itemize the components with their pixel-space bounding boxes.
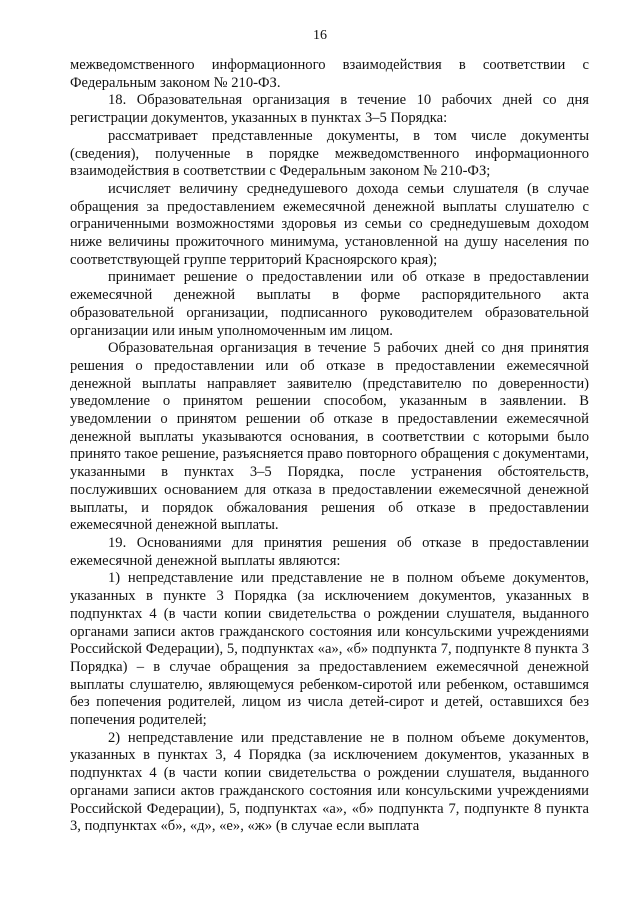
paragraph-continuation: межведомственного информационного взаимодействия в соответствии с Федеральным законом № 210-ФЗ.: [70, 57, 589, 91]
paragraph-ground-1: 1) непредставление или представление не в полном объеме документов, указанных в пункте 3 Порядка (за исключением документов, указанных в подпунктах 4 (в части копии свидетельства о рождении слушателя, выданного органами записи актов гражданского состояния или консульскими учреждениями Российской Федерации), 5, подпунктах «а», «б» подпункта 7, подпункте 8 пункта 3 Порядка) – в случае обращения за предоставлением ежемесячной денежной выплаты слушателю, являющемуся ребенком-сиротой или ребенком, оставшимся без попечения родителей, лицом из числа детей-сирот и детей, оставшихся без попечения родителей;: [70, 570, 589, 729]
paragraph-item-19: 19. Основаниями для принятия решения об отказе в предоставлении ежемесячной денежной выплаты являются:: [70, 534, 589, 569]
page-number: 16: [313, 28, 327, 43]
paragraph-item-18: 18. Образовательная организация в течение 10 рабочих дней со дня регистрации документов, указанных в пунктах 3–5 Порядка:: [70, 92, 589, 127]
paragraph-review-documents: рассматривает представленные документы, в том числе документы (сведения), полученные в порядке межведомственного информационного взаимодействия в соответствии с Федеральным законом № 210-ФЗ;: [70, 127, 589, 180]
paragraph-decision: принимает решение о предоставлении или об отказе в предоставлении ежемесячной денежной выплаты в форме распорядительного акта образовательной организации, подписанного руководителем образовательной организации или иным уполномоченным им лицом.: [70, 269, 589, 339]
paragraph-notification: Образовательная организация в течение 5 рабочих дней со дня принятия решения о предоставлении или об отказе в предоставлении ежемесячной денежной выплаты направляет заявителю (представителю по доверенности) уведомление о принятом решении способом, указанным в заявлении. В уведомлении о принятом решении об отказе в предоставлении ежемесячной денежной выплаты указываются основания, в соответствии с которыми было принято такое решение, разъясняется право повторного обращения с документами, указанными в пунктах 3–5 Порядка, после устранения обстоятельств, послуживших основанием для отказа в предоставлении ежемесячной денежной выплаты, и порядок обжалования решения об отказе в предоставлении ежемесячной денежной выплаты.: [70, 340, 589, 534]
paragraph-ground-2: 2) непредставление или представление не в полном объеме документов, указанных в пунктах 3, 4 Порядка (за исключением документов, указанных в подпунктах 4 (в части копии свидетельства о рождении слушателя, выданного органами записи актов гражданского состояния или консульскими учреждениями Российской Федерации), 5, подпунктах «а», «б» подпункта 7, подпункте 8 пункта 3, подпунктах «б», «д», «е», «ж» (в случае если выплата: [70, 729, 589, 835]
document-body: [70, 57, 589, 836]
paragraph-income-calculation: исчисляет величину среднедушевого дохода семьи слушателя (в случае обращения за предоставлением ежемесячной денежной выплаты слушателю с ограниченными возможностями здоровья из семьи со среднедушевым доходом ниже величины прожиточного минимума, установленной на душу населения по соответствующей группе территорий Красноярского края);: [70, 180, 589, 268]
